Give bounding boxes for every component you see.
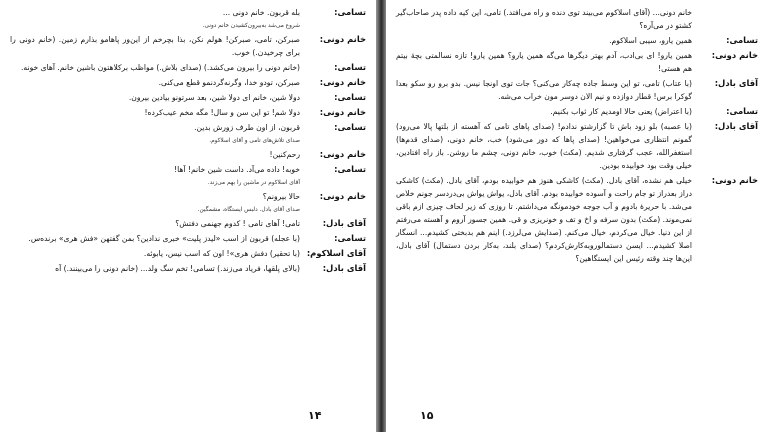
- dialogue-row: [10, 106, 366, 119]
- dialogue-row: [396, 34, 758, 47]
- dialogue-text: (با عتاب) تامی، تو این وسط جاده چه‌کار می‌کنی؟ جات توی اونجا نیس. بدو برو رو سکو بعدا گوکرا برس! قطار دوازده و نیم الان دوسر مون خراب می‌شه.: [396, 79, 692, 101]
- dialogue-row: [10, 33, 366, 59]
- dialogue-text: (با اعتراض) یعنی حالا اومدیم کار ثواب بکنیم.: [550, 107, 692, 116]
- dialogue-row: [10, 136, 366, 146]
- stage-direction: شروع می‌شد به‌بیرون‌کشیدن خانم دونی.: [202, 23, 300, 29]
- speaker-name: تسامی:: [726, 35, 758, 45]
- speaker-name: خانم دونی:: [711, 175, 758, 185]
- stage-direction: صدای آقای بادل. دلبس ایستگاه، مشمگین.: [197, 207, 300, 213]
- speaker-name: آقای بادل:: [714, 78, 758, 88]
- speaker-name: تسامی:: [334, 233, 366, 243]
- speaker-name: آقای اسلاکوم:: [306, 248, 366, 258]
- left-page-dialogue: [10, 6, 366, 392]
- dialogue-row: [10, 190, 366, 203]
- dialogue-row: [10, 148, 366, 161]
- dialogue-row: [396, 6, 758, 32]
- dialogue-text: بله قربون. خانم دونی ...: [222, 8, 300, 17]
- dialogue-row: [10, 163, 366, 176]
- speaker-name: خانم دونی:: [319, 107, 366, 117]
- dialogue-text: خیلی هم نشده، آقای بادل. (مکث) کاشکی هنوز هم خوابیده بودم، آقای بادل. (مکث) کاشکی دراز بعدراز تو جام راحت و آسوده خوابیده بودم. آقای بادل، یواش یواش بی‌دردسر جونم خلاص می‌شد. با حریرهٔ بادوم و آب جوجه خودمونگه می‌داشتم. تا روزی که زیر لحاف چیزی ازم باقی نمی‌موند. (مکث) بدون سرفه و اخ و تف و خونریزی و قی. همین جسور آروم و آهسته می‌رفتم از این دنیا. خیال می‌کردم، خیال می‌کنم. (صدایش می‌لرزد.) اینم هم بدبختی کشیدم... انسگار اصلا کشیدم... ایسن دستمالوروبه‌کارش‌کردم؟ (صدای بلند، به‌کار بردن دستمال) آقای بادل، این‌ها چند وقته رئیس این ایستگاهین؟: [396, 176, 692, 263]
- dialogue-row: [10, 232, 366, 245]
- dialogue-text: همین یارو! ای بی‌ادب، آدم بهتر دیگرها می‌گه همین یارو؟ همین یارو! تازه نسالمتی بچهٔ بیتم هم هستی!: [396, 51, 692, 73]
- right-page-number: ۱۵: [420, 409, 434, 422]
- dialogue-text: حالا بیرونم؟: [262, 192, 300, 201]
- speaker-name: تسامی:: [334, 92, 366, 102]
- dialogue-row: [10, 76, 366, 89]
- stage-direction: صدای تلاش‌های تامی و آقای اسلاکوم.: [209, 138, 300, 144]
- dialogue-text: همین یارو، سیبی اسلاکوم.: [609, 36, 692, 45]
- dialogue-row: [10, 6, 366, 19]
- speaker-name: آقای بادل:: [322, 263, 366, 273]
- dialogue-text: (بالای پلقها، فریاد می‌زند.) تسامی! تخم سگ ولد... (خانم دونی را می‌بینند.) آه: [55, 264, 300, 273]
- dialogue-text: خانم دونی... (آقای اسلاکوم می‌بیند توی دنده و راه می‌افتد.) تامی، این کیه داده پدر صاحاب‌گیر کشتو در می‌آره؟: [396, 8, 692, 30]
- right-page: [386, 0, 768, 432]
- speaker-name: تسامی:: [334, 7, 366, 17]
- dialogue-row: [10, 61, 366, 74]
- speaker-name: تسامی:: [334, 122, 366, 132]
- speaker-name: تسامی:: [334, 62, 366, 72]
- dialogue-row: [396, 120, 758, 172]
- dialogue-row: [10, 262, 366, 275]
- dialogue-row: [10, 21, 366, 31]
- dialogue-text: رحم‌کنین!: [269, 150, 300, 159]
- dialogue-row: [10, 178, 366, 188]
- dialogue-text: تامی! آهای تامی ! کدوم جهنمی دفتش؟: [175, 219, 300, 228]
- right-page-dialogue: [396, 6, 758, 392]
- dialogue-text: (با تحقیر) دفش هری»! اون که اسب نیس، یابوئه.: [143, 249, 300, 258]
- dialogue-row: [10, 91, 366, 104]
- stage-direction: آقای اسلاکوم در ماشین را بهم می‌زند.: [207, 180, 300, 186]
- book-gutter: [376, 0, 386, 432]
- dialogue-text: (با عصبه) بلو زود باش تا گزارشتو ندادم! (صدای پاهای تامی که آهسته از بلتها پالا می‌رود) گمونم انتظاری می‌خواهین! (صدای پاها که دور می‌شود) خب، خانم دونی، (صدای قدم‌ها) استغفرالله، عجب گرفتاری شدیم. (مکث) خوب، خانم دونی، چشم ما روشن. باز راه افتادین، خیلی وقت بود خوابیده بودین.: [396, 122, 692, 170]
- dialogue-row: [10, 247, 366, 260]
- dialogue-text: دولا شم! تو این سن و سال! مگه مخم عیب‌کرده!: [144, 108, 300, 117]
- speaker-name: تسامی:: [334, 164, 366, 174]
- dialogue-text: صبرکن، تودو خدا، وگرنه‌گردنمو قطع می‌کنی.: [158, 78, 300, 87]
- dialogue-row: [10, 205, 366, 215]
- speaker-name: آقای بادل:: [322, 218, 366, 228]
- left-page-number: ۱۴: [308, 409, 322, 422]
- speaker-name: خانم دونی:: [319, 149, 366, 159]
- dialogue-text: خوبه! داده می‌آد. داست شین خانم! آها!: [174, 165, 300, 174]
- speaker-name: آقای بادل:: [714, 121, 758, 131]
- dialogue-text: دولا شین، خانم ای دولا شین، بعد سرتونو بیادین بیرون.: [128, 93, 300, 102]
- dialogue-row: [396, 77, 758, 103]
- dialogue-row: [396, 105, 758, 118]
- speaker-name: خانم دونی:: [319, 77, 366, 87]
- dialogue-text: (خانم دونی را بیرون می‌کشد.) (صدای بلاش.) مواظب برکلاهتون باشین خانم. آهای خونه.: [21, 63, 300, 72]
- dialogue-text: (با عجله) قربون از اسب «لیدز پلیت» خبری ندادین؟ بمن گفتهن «فش هری» برنده‌س.: [28, 234, 300, 243]
- dialogue-text: قربون، از اون طرف زورش بدین.: [194, 123, 300, 132]
- dialogue-row: [396, 174, 758, 265]
- speaker-name: تسامی:: [726, 106, 758, 116]
- dialogue-text: صبرکن، تامی، صبرکن! هولم نکن، بذا بچرخم از این‌ور پاهامو بذارم زمین. (خانم دونی را برای چرخیدن.) خوب.: [10, 35, 300, 57]
- speaker-name: خانم دونی:: [319, 191, 366, 201]
- speaker-name: خانم دونی:: [319, 34, 366, 44]
- dialogue-row: [10, 217, 366, 230]
- left-page: [0, 0, 376, 432]
- dialogue-row: [10, 121, 366, 134]
- dialogue-row: [396, 49, 758, 75]
- speaker-name: خانم دونی:: [711, 50, 758, 60]
